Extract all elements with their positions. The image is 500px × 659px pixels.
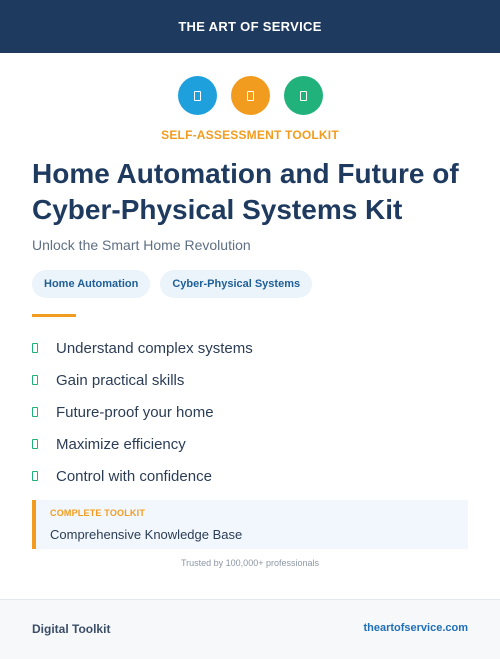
list-item xyxy=(32,364,253,396)
green-badge-icon xyxy=(284,76,323,115)
top-banner xyxy=(0,0,500,53)
kicker-label: SELF-ASSESSMENT TOOLKIT xyxy=(161,128,339,142)
footer-label: Digital Toolkit xyxy=(32,622,111,636)
check-icon xyxy=(32,407,38,417)
check-icon xyxy=(32,343,38,353)
page-title: Home Automation and Future of Cyber-Physical Systems Kit xyxy=(32,158,459,225)
benefit-text: Gain practical skills xyxy=(56,371,185,389)
benefit-list xyxy=(32,332,253,492)
document-icon xyxy=(247,91,254,101)
list-item xyxy=(32,460,253,492)
check-icon xyxy=(32,439,38,449)
toolkit-callout xyxy=(32,500,468,549)
tag-list xyxy=(32,270,312,298)
check-icon xyxy=(32,375,38,385)
document-icon xyxy=(194,91,201,101)
orange-badge-icon xyxy=(231,76,270,115)
tag-home-automation: Home Automation xyxy=(32,270,150,298)
benefit-text: Control with confidence xyxy=(56,467,212,485)
footer xyxy=(0,599,500,659)
subtitle: Unlock the Smart Home Revolution xyxy=(32,237,251,253)
callout-value: Comprehensive Knowledge Base xyxy=(50,527,243,542)
callout-label: COMPLETE TOOLKIT xyxy=(50,508,146,518)
benefit-text: Maximize efficiency xyxy=(56,435,186,453)
document-icon xyxy=(300,91,307,101)
list-item xyxy=(32,332,253,364)
website-link[interactable]: theartofservice.com xyxy=(363,622,468,634)
benefit-text: Understand complex systems xyxy=(56,339,253,357)
tag-cyber-physical-systems: Cyber-Physical Systems xyxy=(160,270,312,298)
accent-divider xyxy=(32,314,76,317)
trusted-note: Trusted by 100,000+ professionals xyxy=(180,558,319,568)
check-icon xyxy=(32,471,38,481)
list-item xyxy=(32,396,253,428)
icon-row xyxy=(0,76,500,115)
blue-badge-icon xyxy=(178,76,217,115)
brand-name: THE ART OF SERVICE xyxy=(178,19,322,34)
list-item xyxy=(32,428,253,460)
benefit-text: Future-proof your home xyxy=(56,403,214,421)
